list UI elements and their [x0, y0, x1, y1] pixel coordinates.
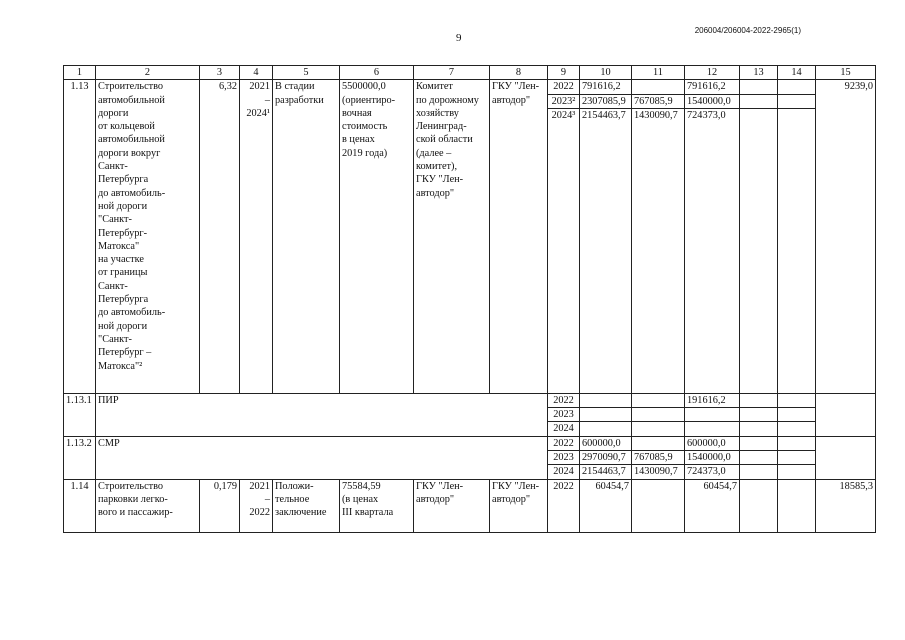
amount-cell	[778, 108, 816, 393]
year-cell: 2024	[548, 422, 580, 436]
object-name: ПИР	[96, 393, 548, 436]
amount-cell	[632, 408, 685, 422]
amount-cell	[632, 393, 685, 407]
amount-cell: 724373,0	[685, 108, 740, 393]
col-header: 10	[580, 66, 632, 80]
amount-cell: 767085,9	[632, 451, 685, 465]
amount-cell	[740, 94, 778, 108]
amount-cell	[632, 436, 685, 450]
row-number: 1.13	[64, 80, 96, 394]
amount-cell	[778, 393, 816, 407]
amount-cell	[580, 422, 632, 436]
customer-value: ГКУ "Лен- автодор"	[414, 479, 490, 532]
amount-cell: 600000,0	[685, 436, 740, 450]
status-value: В стадии разработки	[273, 80, 340, 394]
amount-cell: 60454,7	[685, 479, 740, 532]
amount-cell: 791616,2	[685, 80, 740, 94]
length-value: 6,32	[200, 80, 240, 394]
year-cell: 2024	[548, 465, 580, 479]
amount-cell: 60454,7	[580, 479, 632, 532]
col-header: 6	[340, 66, 414, 80]
amount-cell	[740, 408, 778, 422]
amount-cell	[778, 80, 816, 94]
col-header: 11	[632, 66, 685, 80]
col-header: 4	[240, 66, 273, 80]
year-cell: 2023²	[548, 94, 580, 108]
table-row	[64, 479, 876, 532]
amount-cell	[685, 422, 740, 436]
cost-value: 75584,59 (в ценах III квартала	[340, 479, 414, 532]
amount-cell	[632, 80, 685, 94]
amount-cell	[778, 408, 816, 422]
table-row	[64, 436, 876, 450]
row-number: 1.13.1	[64, 393, 96, 436]
amount-cell: 767085,9	[632, 94, 685, 108]
year-cell: 2022	[548, 80, 580, 94]
col-header: 15	[816, 66, 876, 80]
amount-cell: 600000,0	[580, 436, 632, 450]
status-value: Положи- тельное заключение	[273, 479, 340, 532]
amount-cell	[580, 408, 632, 422]
amount-cell: 2154463,7	[580, 465, 632, 479]
total-value	[816, 436, 876, 479]
table-header-row	[64, 66, 876, 80]
col-header: 3	[200, 66, 240, 80]
year-cell: 2023	[548, 451, 580, 465]
col-header: 1	[64, 66, 96, 80]
year-cell: 2022	[548, 393, 580, 407]
amount-cell	[740, 479, 778, 532]
table-row	[64, 80, 876, 94]
table-row	[64, 393, 876, 407]
amount-cell: 1540000,0	[685, 451, 740, 465]
amount-cell	[740, 80, 778, 94]
col-header: 5	[273, 66, 340, 80]
amount-cell	[740, 451, 778, 465]
amount-cell	[740, 436, 778, 450]
cost-value: 5500000,0 (ориентиро- вочная стоимость в ценах 2019 года)	[340, 80, 414, 394]
total-value	[816, 393, 876, 436]
budget-table	[63, 65, 876, 533]
amount-cell	[632, 479, 685, 532]
object-name: СМР	[96, 436, 548, 479]
amount-cell: 724373,0	[685, 465, 740, 479]
col-header: 9	[548, 66, 580, 80]
amount-cell: 2307085,9	[580, 94, 632, 108]
object-name: Строительство автомобильной дороги от кольцевой автомобильной дороги вокруг Санкт- Петербурга до автомобиль- ной дороги "Санкт- Петербург- Матокса" на участке от границы Санкт- Петербурга до автомобиль- ной дороги "Санкт- Петербург – Матокса"²	[96, 80, 200, 394]
amount-cell: 1430090,7	[632, 465, 685, 479]
amount-cell	[778, 94, 816, 108]
year-cell: 2023	[548, 408, 580, 422]
amount-cell	[580, 393, 632, 407]
amount-cell: 2970090,7	[580, 451, 632, 465]
amount-cell	[740, 422, 778, 436]
document-id: 206004/206004-2022-2965(1)	[694, 26, 801, 35]
total-value: 9239,0	[816, 80, 876, 394]
page-number: 9	[456, 32, 462, 44]
amount-cell: 2154463,7	[580, 108, 632, 393]
col-header: 8	[490, 66, 548, 80]
col-header: 2	[96, 66, 200, 80]
object-name: Строительство парковки легко- вого и пассажир-	[96, 479, 200, 532]
period-value: 2021 – 2022	[240, 479, 273, 532]
col-header: 13	[740, 66, 778, 80]
col-header: 7	[414, 66, 490, 80]
amount-cell: 1540000,0	[685, 94, 740, 108]
amount-cell	[740, 108, 778, 393]
year-cell: 2022	[548, 479, 580, 532]
year-cell: 2022	[548, 436, 580, 450]
amount-cell	[778, 422, 816, 436]
amount-cell: 791616,2	[580, 80, 632, 94]
total-value: 18585,3	[816, 479, 876, 532]
amount-cell	[778, 465, 816, 479]
amount-cell	[778, 436, 816, 450]
col-header: 12	[685, 66, 740, 80]
amount-cell	[778, 451, 816, 465]
row-number: 1.14	[64, 479, 96, 532]
period-value: 2021 – 2024¹	[240, 80, 273, 394]
amount-cell	[740, 393, 778, 407]
row-number: 1.13.2	[64, 436, 96, 479]
length-value: 0,179	[200, 479, 240, 532]
year-cell: 2024³	[548, 108, 580, 393]
amount-cell	[778, 479, 816, 532]
amount-cell	[632, 422, 685, 436]
amount-cell: 1430090,7	[632, 108, 685, 393]
amount-cell	[685, 408, 740, 422]
contractor-value: ГКУ "Лен- автодор"	[490, 80, 548, 394]
amount-cell	[740, 465, 778, 479]
contractor-value: ГКУ "Лен- автодор"	[490, 479, 548, 532]
amount-cell: 191616,2	[685, 393, 740, 407]
col-header: 14	[778, 66, 816, 80]
customer-value: Комитет по дорожному хозяйству Ленинград- ской области (далее – комитет), ГКУ "Лен- автодор"	[414, 80, 490, 394]
